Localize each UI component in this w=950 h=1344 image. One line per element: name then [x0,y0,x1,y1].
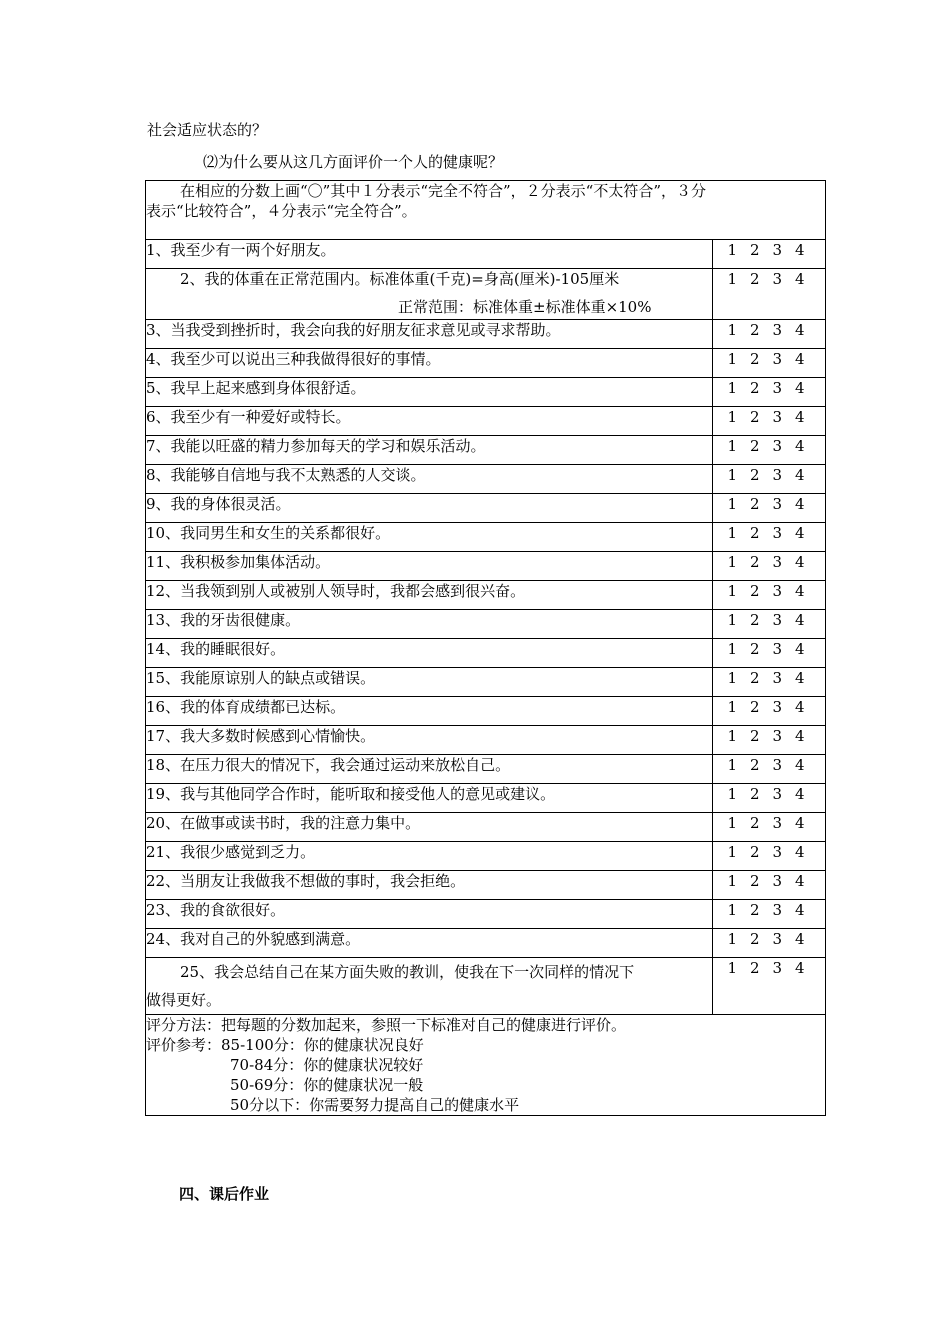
score-option-2[interactable]: 2 [749,350,760,368]
score-option-2[interactable]: 2 [749,524,760,542]
score-option-1[interactable]: 1 [727,241,738,259]
score-option-2[interactable]: 2 [749,756,760,774]
survey-item-text: 21、我很少感觉到乏力。 [146,842,713,871]
survey-item-text: 5、我早上起来感到身体很舒适。 [146,378,713,407]
score-option-4[interactable]: 4 [794,814,805,832]
score-options [713,958,826,1015]
survey-item-text: 18、在压力很大的情况下，我会通过运动来放松自己。 [146,755,713,784]
score-option-2[interactable]: 2 [749,901,760,919]
score-option-1[interactable]: 1 [727,640,738,658]
score-option-3[interactable]: 3 [772,582,783,600]
scoring-reference-1: 评价参考：85-100分：你的健康状况良好 [146,1036,424,1054]
survey-item-row [146,240,826,269]
survey-item-text: 11、我积极参加集体活动。 [146,552,713,581]
instructions-row [146,181,826,240]
score-option-4[interactable]: 4 [794,727,805,745]
score-option-3[interactable]: 3 [772,872,783,890]
score-option-3[interactable]: 3 [772,270,783,288]
score-option-1[interactable]: 1 [727,495,738,513]
survey-item-text: 13、我的牙齿很健康。 [146,610,713,639]
score-option-1[interactable]: 1 [727,843,738,861]
score-options [713,871,826,900]
survey-item-row [146,269,826,320]
score-option-4[interactable]: 4 [794,408,805,426]
survey-item-row [146,349,826,378]
survey-item-text: 23、我的食欲很好。 [146,900,713,929]
health-survey-table [145,180,826,1116]
instructions-line-1: 在相应的分数上画“〇”其中１分表示“完全不符合”，２分表示“不太符合”，３分 [180,182,707,200]
score-option-2[interactable]: 2 [749,582,760,600]
intro-line-1: 社会适应状态的？ [147,121,268,139]
survey-item-text: 19、我与其他同学合作时，能听取和接受他人的意见或建议。 [146,784,713,813]
scoring-method: 评分方法：把每题的分数加起来，参照一下标准对自己的健康进行评价。 [146,1016,627,1034]
score-option-1[interactable]: 1 [727,785,738,803]
score-option-4[interactable]: 4 [794,437,805,455]
survey-item-row [146,407,826,436]
survey-item-row [146,436,826,465]
score-option-3[interactable]: 3 [772,814,783,832]
score-option-2[interactable]: 2 [749,669,760,687]
score-options [713,436,826,465]
score-option-2[interactable]: 2 [749,241,760,259]
survey-item-row [146,639,826,668]
score-option-4[interactable]: 4 [794,959,805,977]
survey-item-row [146,668,826,697]
score-option-2[interactable]: 2 [749,785,760,803]
score-option-3[interactable]: 3 [772,785,783,803]
score-option-1[interactable]: 1 [727,553,738,571]
score-option-4[interactable]: 4 [794,553,805,571]
score-options [713,784,826,813]
score-option-3[interactable]: 3 [772,901,783,919]
score-option-4[interactable]: 4 [794,785,805,803]
score-options [713,581,826,610]
survey-item-row [146,929,826,958]
survey-item-text: 16、我的体育成绩都已达标。 [146,697,713,726]
survey-item-label: 25、我会总结自己在某方面失败的教训，使我在下一次同样的情况下 [180,963,635,981]
survey-item-row [146,755,826,784]
score-option-1[interactable]: 1 [727,669,738,687]
score-option-4[interactable]: 4 [794,930,805,948]
score-option-3[interactable]: 3 [772,930,783,948]
score-option-4[interactable]: 4 [794,611,805,629]
score-option-3[interactable]: 3 [772,408,783,426]
survey-item-text [146,958,713,1015]
score-option-4[interactable]: 4 [794,350,805,368]
score-options [713,639,826,668]
score-options [713,465,826,494]
score-option-1[interactable]: 1 [727,930,738,948]
score-option-2[interactable]: 2 [749,872,760,890]
survey-item-text: 8、我能够自信地与我不太熟悉的人交谈。 [146,465,713,494]
score-option-1[interactable]: 1 [727,872,738,890]
score-options [713,755,826,784]
score-option-3[interactable]: 3 [772,611,783,629]
score-options [713,813,826,842]
score-option-2[interactable]: 2 [749,611,760,629]
score-option-1[interactable]: 1 [727,321,738,339]
score-options [713,378,826,407]
survey-item-row [146,552,826,581]
score-option-4[interactable]: 4 [794,843,805,861]
score-option-4[interactable]: 4 [794,379,805,397]
score-options [713,494,826,523]
score-option-1[interactable]: 1 [727,611,738,629]
score-option-2[interactable]: 2 [749,698,760,716]
instructions-line-2: 表示“比较符合”，４分表示“完全符合”。 [146,202,417,220]
score-option-4[interactable]: 4 [794,321,805,339]
score-option-4[interactable]: 4 [794,466,805,484]
survey-item-text: 10、我同男生和女生的关系都很好。 [146,523,713,552]
survey-item-row [146,958,826,1015]
survey-item-row [146,494,826,523]
survey-item-continuation: 做得更好。 [146,991,222,1009]
score-options [713,900,826,929]
score-option-1[interactable]: 1 [727,408,738,426]
score-option-3[interactable]: 3 [772,379,783,397]
score-options [713,407,826,436]
intro-line-2: ⑵为什么要从这几方面评价一个人的健康呢？ [203,153,504,171]
survey-item-text: 7、我能以旺盛的精力参加每天的学习和娱乐活动。 [146,436,713,465]
survey-item-text: 3、当我受到挫折时，我会向我的好朋友征求意见或寻求帮助。 [146,320,713,349]
survey-item-text: 14、我的睡眠很好。 [146,639,713,668]
score-option-1[interactable]: 1 [727,959,738,977]
score-option-4[interactable]: 4 [794,698,805,716]
survey-item-row [146,900,826,929]
instructions-cell [146,181,826,240]
survey-item-text: 20、在做事或读书时，我的注意力集中。 [146,813,713,842]
survey-item-text: 1、我至少有一两个好朋友。 [146,240,713,269]
score-option-3[interactable]: 3 [772,437,783,455]
score-option-1[interactable]: 1 [727,350,738,368]
survey-item-text: 6、我至少有一种爱好或特长。 [146,407,713,436]
score-option-4[interactable]: 4 [794,524,805,542]
score-option-2[interactable]: 2 [749,727,760,745]
score-option-1[interactable]: 1 [727,270,738,288]
survey-item-text: 24、我对自己的外貌感到满意。 [146,929,713,958]
score-options [713,842,826,871]
score-option-4[interactable]: 4 [794,241,805,259]
score-option-3[interactable]: 3 [772,756,783,774]
score-option-2[interactable]: 2 [749,814,760,832]
score-option-1[interactable]: 1 [727,466,738,484]
score-option-2[interactable]: 2 [749,466,760,484]
survey-item-text [146,269,713,320]
score-options [713,523,826,552]
score-option-4[interactable]: 4 [794,640,805,658]
survey-item-row [146,842,826,871]
score-options [713,726,826,755]
score-option-3[interactable]: 3 [772,959,783,977]
score-option-3[interactable]: 3 [772,241,783,259]
survey-item-row [146,726,826,755]
score-option-2[interactable]: 2 [749,640,760,658]
survey-item-text: 22、当朋友让我做我不想做的事时，我会拒绝。 [146,871,713,900]
survey-item-row [146,378,826,407]
score-option-3[interactable]: 3 [772,553,783,571]
score-options [713,240,826,269]
score-option-1[interactable]: 1 [727,524,738,542]
score-option-4[interactable]: 4 [794,495,805,513]
survey-item-row [146,610,826,639]
score-options [713,320,826,349]
score-option-3[interactable]: 3 [772,843,783,861]
survey-item-row [146,523,826,552]
score-option-1[interactable]: 1 [727,727,738,745]
survey-item-row [146,871,826,900]
score-option-4[interactable]: 4 [794,669,805,687]
survey-item-row [146,813,826,842]
survey-item-note: 正常范围：标准体重±标准体重×10% [398,298,652,316]
survey-item-row [146,320,826,349]
scoring-reference-2: 70-84分：你的健康状况较好 [230,1056,424,1074]
score-option-2[interactable]: 2 [749,843,760,861]
scoring-reference-3: 50-69分：你的健康状况一般 [230,1076,424,1094]
score-option-3[interactable]: 3 [772,727,783,745]
survey-item-text: 15、我能原谅别人的缺点或错误。 [146,668,713,697]
score-option-3[interactable]: 3 [772,495,783,513]
survey-item-row [146,581,826,610]
score-option-1[interactable]: 1 [727,756,738,774]
score-option-4[interactable]: 4 [794,582,805,600]
score-option-4[interactable]: 4 [794,756,805,774]
survey-item-label: 2、我的体重在正常范围内。标准体重(千克)=身高(厘米)-105厘米 [180,270,620,288]
score-options [713,697,826,726]
score-options [713,929,826,958]
score-option-2[interactable]: 2 [749,959,760,977]
homework-heading: 四、课后作业 [179,1185,270,1203]
survey-item-row [146,697,826,726]
score-option-2[interactable]: 2 [749,379,760,397]
score-options [713,349,826,378]
score-option-2[interactable]: 2 [749,437,760,455]
score-options [713,610,826,639]
score-option-2[interactable]: 2 [749,495,760,513]
score-options [713,269,826,320]
score-option-2[interactable]: 2 [749,930,760,948]
score-option-1[interactable]: 1 [727,437,738,455]
scoring-row [146,1015,826,1116]
score-option-2[interactable]: 2 [749,270,760,288]
score-option-2[interactable]: 2 [749,553,760,571]
survey-item-text: 4、我至少可以说出三种我做得很好的事情。 [146,349,713,378]
scoring-cell [146,1015,826,1116]
survey-item-text: 17、我大多数时候感到心情愉快。 [146,726,713,755]
score-option-3[interactable]: 3 [772,524,783,542]
score-option-1[interactable]: 1 [727,379,738,397]
score-option-2[interactable]: 2 [749,321,760,339]
survey-item-row [146,465,826,494]
score-option-2[interactable]: 2 [749,408,760,426]
score-options [713,668,826,697]
score-option-3[interactable]: 3 [772,698,783,716]
score-option-1[interactable]: 1 [727,901,738,919]
score-option-3[interactable]: 3 [772,640,783,658]
score-option-4[interactable]: 4 [794,872,805,890]
score-option-3[interactable]: 3 [772,321,783,339]
score-option-3[interactable]: 3 [772,466,783,484]
score-option-1[interactable]: 1 [727,582,738,600]
scoring-reference-4: 50分以下：你需要努力提高自己的健康水平 [230,1096,520,1114]
score-option-3[interactable]: 3 [772,350,783,368]
score-option-3[interactable]: 3 [772,669,783,687]
survey-item-row [146,784,826,813]
survey-item-text: 12、当我领到别人或被别人领导时，我都会感到很兴奋。 [146,581,713,610]
score-option-4[interactable]: 4 [794,270,805,288]
score-option-1[interactable]: 1 [727,814,738,832]
score-options [713,552,826,581]
score-option-4[interactable]: 4 [794,901,805,919]
score-option-1[interactable]: 1 [727,698,738,716]
survey-item-text: 9、我的身体很灵活。 [146,494,713,523]
